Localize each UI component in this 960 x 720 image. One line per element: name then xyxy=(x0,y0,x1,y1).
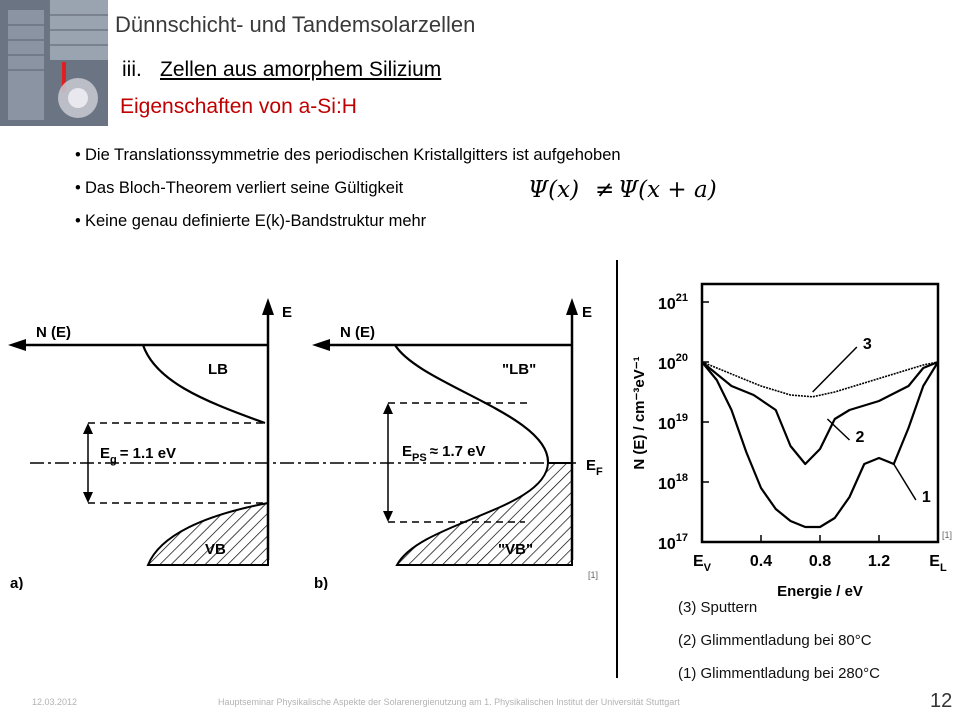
diagram-b xyxy=(312,298,603,590)
x-tick-label: 1.2 xyxy=(867,553,891,570)
series-line-1 xyxy=(702,362,938,527)
y-axis-label: N (E) / cm⁻³eV⁻¹ xyxy=(631,356,648,470)
gap-arrow-top-a xyxy=(83,423,93,434)
y-tick-label: $10^{20}$ xyxy=(658,352,689,373)
page-number: 12 xyxy=(930,690,953,712)
dos-label-a: N (E) xyxy=(36,324,71,341)
series-leader-3 xyxy=(813,347,857,392)
gap-arrow-bottom-a xyxy=(83,492,93,503)
x-tick-label: 0.4 xyxy=(749,553,773,570)
y-tick-label: $10^{19}$ xyxy=(658,412,689,433)
bullet-item xyxy=(75,179,403,198)
series-leader-1 xyxy=(894,464,916,500)
series-label-1: 1 xyxy=(921,489,931,506)
series-label-2: 2 xyxy=(855,429,865,446)
bullet-dot: • xyxy=(75,146,81,164)
series-line-3 xyxy=(702,362,938,397)
legend-item-1: (1) Glimmentladung bei 280°C xyxy=(678,665,880,682)
vb-label-b: "VB" xyxy=(498,541,534,558)
panel-label-a: a) xyxy=(10,575,24,590)
formula-op: ≠ xyxy=(595,177,615,203)
bullet-item xyxy=(75,212,426,231)
y-tick-label: $10^{17}$ xyxy=(658,532,689,553)
section-heading xyxy=(122,58,441,82)
x-axis-label: Energie / eV xyxy=(777,583,863,600)
valence-band-b xyxy=(397,463,572,565)
formula-rhs: Ψ(x + a) xyxy=(618,177,717,203)
dos-arrow-b xyxy=(312,339,330,351)
gap-arrow-bottom-b xyxy=(383,511,393,522)
slide-title: Dünnschicht- und Tandemsolarzellen xyxy=(115,12,476,37)
x-tick-label: $E_V$ xyxy=(692,553,712,574)
dos-arrow-a xyxy=(8,339,26,351)
section-number: iii. xyxy=(122,58,142,81)
lb-label-b: "LB" xyxy=(502,361,537,378)
panel-label-b: b) xyxy=(314,575,329,590)
footer-text: Hauptseminar Physikalische Aspekte der Solarenergienutzung am 1. Physikalischen Institut der Universität Stuttgart xyxy=(218,697,680,707)
energy-label-b: E xyxy=(582,304,593,321)
band-diagrams xyxy=(0,260,616,590)
series-label-3: 3 xyxy=(862,336,872,353)
bullet-text: Die Translationssymmetrie des periodischen Kristallgitters ist aufgehoben xyxy=(85,146,621,164)
diagram-a xyxy=(8,298,292,590)
legend-item-3: (3) Sputtern xyxy=(678,599,758,616)
bullet-dot: • xyxy=(75,212,81,230)
x-tick-label: 0.8 xyxy=(808,553,832,570)
legend-item-2: (2) Glimmentladung bei 80°C xyxy=(678,632,872,649)
dos-label-b: N (E) xyxy=(340,324,375,341)
plot-frame xyxy=(702,284,938,542)
vb-label-a: VB xyxy=(205,541,226,558)
gap-label-a: $E_g = 1.1$ eV xyxy=(100,445,177,466)
energy-arrow-b xyxy=(566,298,578,315)
lb-label-a: LB xyxy=(208,361,228,378)
reference-b: [1] xyxy=(588,570,599,580)
bullet-dot: • xyxy=(75,179,81,197)
conduction-band-curve-a xyxy=(143,345,265,423)
bullet-item xyxy=(75,146,621,165)
bullet-text: Das Bloch-Theorem verliert seine Gültigkeit xyxy=(85,179,404,197)
y-tick-label: $10^{18}$ xyxy=(658,472,689,493)
energy-arrow-a xyxy=(262,298,274,315)
bullet-text: Keine genau definierte E(k)-Bandstruktur mehr xyxy=(85,212,427,230)
dos-chart xyxy=(620,262,960,607)
x-tick-label: $E_L$ xyxy=(929,553,947,574)
bloch-formula xyxy=(528,170,718,210)
formula-lhs: Ψ(x) xyxy=(528,177,580,203)
energy-label-a: E xyxy=(282,304,293,321)
footer-date: 12.03.2012 xyxy=(32,697,78,707)
gap-label-b: $E_{PS} \approx 1.7$ eV xyxy=(402,443,486,464)
series-line-2 xyxy=(702,362,938,464)
chart-reference: [1] xyxy=(942,530,953,540)
logo-graphic xyxy=(0,0,108,126)
institute-logo xyxy=(0,0,108,126)
section-title: Zellen aus amorphem Silizium xyxy=(160,58,442,81)
slide-subtitle: Eigenschaften von a-Si:H xyxy=(120,95,357,118)
divider-line xyxy=(616,260,618,678)
gap-arrow-top-b xyxy=(383,403,393,414)
fermi-label: $E_F$ xyxy=(586,457,603,478)
y-tick-label: $10^{21}$ xyxy=(658,292,689,313)
